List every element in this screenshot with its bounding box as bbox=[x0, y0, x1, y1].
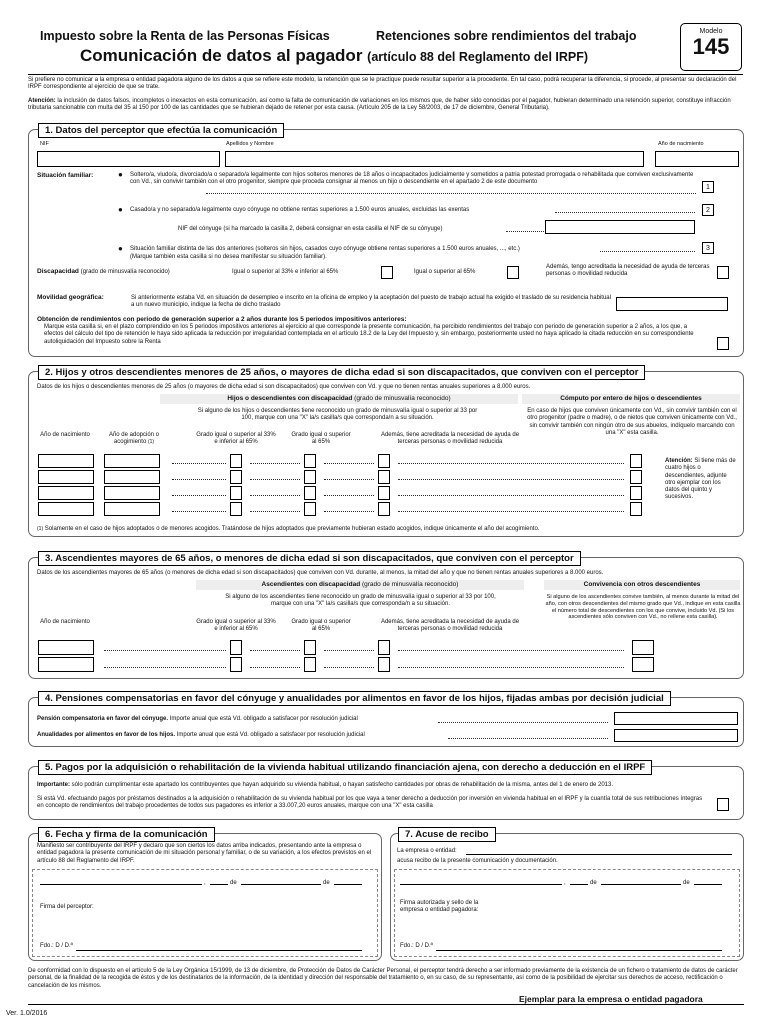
hijo-anio-input[interactable] bbox=[38, 502, 94, 516]
s6-comma: , bbox=[204, 880, 206, 886]
dots bbox=[324, 667, 374, 668]
s2-footnote: (1) Solamente en el caso de hijos adoptados o de menores acogidos. Tratándose de hijos adoptados que previamente hubieran estado acogidos, indique únicamente el año del acogimiento. bbox=[37, 526, 540, 532]
ascendiente-g3-checkbox[interactable] bbox=[378, 657, 390, 672]
section-4-title: 4. Pensiones compensatorias en favor del cónyuge y anualidades por alimentos en favor de los hijos, fijadas ambas por decisión judicial bbox=[38, 691, 671, 706]
disc-ayuda-label: Además, tengo acreditada la necesidad de ayuda de terceras personas o movilidad reducida bbox=[546, 264, 710, 278]
s7-comma: , bbox=[564, 880, 566, 886]
hijo-g3-checkbox[interactable] bbox=[378, 470, 390, 484]
dots bbox=[172, 495, 226, 496]
apellidos-input[interactable] bbox=[225, 151, 644, 167]
s3-col-g1: Grado igual o superior al 33% e inferior al 65% bbox=[196, 619, 276, 633]
bullet: ● bbox=[118, 170, 123, 179]
s6-fdo-line[interactable] bbox=[76, 950, 362, 951]
footer-legal-text: De conformidad con lo dispuesto en el artículo 5 de la Ley Orgánica 15/1999, de 13 de diciembre, de Protección de Datos de Carácter Personal, el perceptor tendrá derecho a ser informado previamente de la existencia de un fichero o tratamiento de datos de carácter personal, de la finalidad de la recogida de éstos y de los destinatarios de la información, de la identidad y dirección del responsable del tratamiento o, en su caso, de su representante, así como de la posibilidad de ejercitar sus derechos de acceso, rectificación o cancelación de los mismos. bbox=[28, 968, 738, 989]
s6-text: Manifiesto ser contribuyente del IRPF y declaro que son ciertos los datos arriba indicados, presentando ante la empresa o entidad pagadora la presente comunicación de mi situación personal y familiar, o de su variación, a los efectos previstos en el artículo 88 del Reglamento del IRPF. bbox=[37, 843, 372, 864]
disc-33-label: Igual o superior al 33% e inferior al 65% bbox=[232, 269, 339, 275]
dots bbox=[324, 479, 374, 480]
hijo-g2-checkbox[interactable] bbox=[304, 502, 316, 516]
s2-col-anio: Año de nacimiento bbox=[40, 432, 90, 438]
intro-text: Si prefiere no comunicar a la empresa o entidad pagadora alguno de los datos a que se refiere este modelo, la retención que se le practique puede resultar superior a la procedente. En tal caso, podrá recuperar la diferencia, si procede, al presentar su declaración del IRPF correspondiente al ejercicio de que se trate. bbox=[28, 77, 737, 91]
s7-dia-line[interactable] bbox=[570, 884, 588, 885]
s2-col-g2: Grado igual o superior al 65% bbox=[291, 432, 351, 446]
s7-fdo-label: Fdo.: D / D.ª bbox=[400, 943, 433, 949]
obtencion-checkbox[interactable] bbox=[717, 337, 729, 350]
s6-anio-line[interactable] bbox=[334, 884, 362, 885]
modelo-box bbox=[680, 23, 742, 71]
s7-de: de bbox=[683, 880, 690, 886]
section-3-title: 3. Ascendientes mayores de 65 años, o menores de dicha edad si son discapacitados, que conviven con el perceptor bbox=[38, 551, 581, 566]
hijo-g1-checkbox[interactable] bbox=[230, 454, 242, 468]
movilidad-text: Si anteriormente estaba Vd. en situación de desempleo e inscrito en la oficina de empleo y la aceptación del puesto de trabajo actual ha exigido el traslado de su residencia habitual a un nuevo municipio, indique la fecha de dicho traslado bbox=[131, 295, 611, 309]
dots bbox=[172, 463, 226, 464]
dots bbox=[448, 738, 608, 739]
s7-empresa-line[interactable] bbox=[466, 854, 732, 855]
dots bbox=[324, 650, 374, 651]
dots bbox=[324, 463, 374, 464]
dots bbox=[438, 722, 608, 723]
s7-firma-label: Firma autorizada y sello de la empresa o entidad pagadora: bbox=[400, 900, 479, 914]
situacion-opt3b-text: (Marque también esta casilla si no desea manifestar su situación familiar). bbox=[130, 254, 327, 260]
dots bbox=[398, 479, 624, 480]
section-7-title: 7. Acuse de recibo bbox=[398, 827, 496, 842]
header-rule bbox=[28, 74, 743, 75]
discapacidad-label: Discapacidad (grado de minusvalía reconocido) bbox=[37, 268, 170, 275]
ascendiente-g3-checkbox[interactable] bbox=[378, 640, 390, 655]
dots bbox=[324, 511, 374, 512]
dots bbox=[172, 511, 226, 512]
dots bbox=[398, 511, 624, 512]
hijo-g1-checkbox[interactable] bbox=[230, 486, 242, 500]
dots bbox=[506, 231, 546, 232]
footer-ejemplar: Ejemplar para la empresa o entidad pagadora bbox=[519, 994, 703, 1004]
s3-disc-note: Si alguno de los ascendientes tiene reconocido un grado de minusvalía igual o superior al 33 por 100, marque con una "X" la/s casilla/s que corresponda/n a su situación. bbox=[225, 594, 496, 608]
s3-conv-note: Si alguno de los ascendientes convive también, al menos durante la mitad del año, con otros descendientes del mismo grado que Vd., indique en esta casilla el número total de descendientes con los que convive, incluido Vd. (Si los ascendientes sólo conviven con Vd., no rellene esta casilla). bbox=[545, 594, 741, 621]
hijo-g1-checkbox[interactable] bbox=[230, 502, 242, 516]
dots bbox=[250, 479, 300, 480]
dots bbox=[324, 495, 374, 496]
dots bbox=[206, 193, 696, 194]
vivienda-checkbox[interactable] bbox=[717, 798, 729, 811]
ascendiente-anio-input[interactable] bbox=[38, 640, 94, 655]
situacion-opt2-text: Casado/a y no separado/a legalmente cuyo cónyuge no obtiene rentas superiores a 1.500 euros anuales, excluidas las exentas bbox=[130, 207, 470, 213]
hijo-g3-checkbox[interactable] bbox=[378, 502, 390, 516]
ascendiente-g2-checkbox[interactable] bbox=[304, 640, 316, 655]
ascendiente-g1-checkbox[interactable] bbox=[230, 640, 242, 655]
s7-acusa: acusa recibo de la presente comunicación y documentación. bbox=[397, 858, 558, 864]
modelo-number: 145 bbox=[692, 34, 730, 59]
dots bbox=[250, 650, 300, 651]
s4-pension-label: Pensión compensatoria en favor del cónyuge. Importe anual que está Vd. obligado a satisfacer por resolución judicial bbox=[37, 716, 358, 722]
disc-ayuda-checkbox[interactable] bbox=[717, 266, 729, 279]
hijo-adopcion-input[interactable] bbox=[104, 454, 160, 468]
obtencion-text: Marque esta casilla si, en el plazo comprendido en los 5 periodos impositivos anteriores al ejercicio al que corresponde la presente comunicación, ha percibido rendimientos del trabajo con periodo de generación superior a 2 años, a los que, a efectos del cálculo del tipo de retención le haya sido aplicada la reducción por irregularidad contemplada en el artículo 18.2 de la Ley del Impuesto y, sin embargo, posteriormente usted no haya aplicado la citada reducción en su correspondiente autoliquidación del Impuesto sobre la Renta bbox=[44, 324, 694, 345]
version-label: Ver. 1.0/2016 bbox=[6, 1010, 48, 1017]
s5-importante: Importante: sólo podrán cumplimentar este apartado los contribuyentes que hayan adquirido su vivienda habitual, o hayan satisfecho cantidades por obras de rehabilitación de la misma, antes del 1 de enero de 2013. bbox=[37, 782, 614, 788]
s3-conv-header: Convivencia con otros descendientes bbox=[583, 581, 701, 588]
situacion-box-2[interactable]: 2 bbox=[702, 204, 714, 216]
ascendiente-g1-checkbox[interactable] bbox=[230, 657, 242, 672]
s4-anualidades-label: Anualidades por alimentos en favor de los hijos. Importe anual que está Vd. obligado a satisfacer por resolución judicial bbox=[37, 732, 365, 738]
s2-disc-note: Si alguno de los hijos o descendientes tiene reconocido un grado de minusvalía igual o superior al 33 por 100, marque con una "X" la/s casilla/s que corresponda/n a su situación. bbox=[197, 408, 478, 422]
hijo-g2-checkbox[interactable] bbox=[304, 470, 316, 484]
ascendiente-convivencia-input[interactable] bbox=[632, 640, 654, 655]
s3-disc-header: Ascendientes con discapacidad (grado de minusvalía reconocido) bbox=[261, 581, 459, 588]
nif-label: NIF bbox=[40, 141, 49, 147]
anualidades-importe-input[interactable] bbox=[614, 729, 738, 742]
s2-atencion: Atención: Si tiene más de cuatro hijos o descendientes, adjunte otro ejemplar con los datos del quinto y sucesivos. bbox=[665, 458, 736, 501]
hijo-g2-checkbox[interactable] bbox=[304, 454, 316, 468]
s3-col-anio: Año de nacimiento bbox=[40, 619, 90, 625]
bullet: ● bbox=[118, 205, 123, 214]
s6-fdo-label: Fdo.: D / D.ª bbox=[40, 943, 73, 949]
section-1-title: 1. Datos del perceptor que efectúa la comunicación bbox=[38, 123, 284, 138]
dots bbox=[398, 495, 624, 496]
header-tax-name: Impuesto sobre la Renta de las Personas Físicas bbox=[40, 29, 330, 43]
dots bbox=[104, 667, 226, 668]
hijo-entero-checkbox[interactable] bbox=[630, 470, 642, 484]
dots bbox=[250, 667, 300, 668]
pension-importe-input[interactable] bbox=[614, 712, 738, 725]
hijo-anio-input[interactable] bbox=[38, 470, 94, 484]
hijo-entero-checkbox[interactable] bbox=[630, 454, 642, 468]
s2-intro: Datos de los hijos o descendientes menores de 25 años (o mayores de dicha edad si son discapacitados) que conviven con Vd. y que no tienen rentas anuales superiores a 8.000 euros. bbox=[37, 384, 531, 390]
movilidad-fecha-input[interactable] bbox=[616, 297, 728, 311]
ascendiente-anio-input[interactable] bbox=[38, 657, 94, 672]
page-title: Comunicación de datos al pagador (artículo 88 del Reglamento del IRPF) bbox=[80, 46, 589, 65]
dots bbox=[250, 495, 300, 496]
anio-nacimiento-label: Año de nacimiento bbox=[658, 141, 704, 147]
s6-lugar-line[interactable] bbox=[40, 884, 202, 885]
s2-disc-header: Hijos o descendientes con discapacidad (grado de minusvalía reconocido) bbox=[227, 395, 451, 402]
hijo-g3-checkbox[interactable] bbox=[378, 454, 390, 468]
hijo-entero-checkbox[interactable] bbox=[630, 502, 642, 516]
dots bbox=[600, 251, 695, 252]
dots bbox=[172, 479, 226, 480]
s7-mes-line[interactable] bbox=[601, 884, 681, 885]
situacion-opt1-text: Soltero/a, viudo/a, divorciado/a o separado/a legalmente con hijos solteros menores de 18 años o incapacitados judicialmente y sometidos a patria potestad prorrogada o rehabilitada que conviven exclusivamente con Vd., sin convivir también con el otro progenitor, siempre que proceda consignar al menos un hijo o descendiente en el apartado 2 de este documento bbox=[130, 172, 694, 186]
bullet: ● bbox=[118, 244, 123, 253]
s2-col-adop: Año de adopción o acogimiento (1) bbox=[108, 432, 160, 446]
s7-de: de bbox=[590, 880, 597, 886]
modelo-label: Modelo bbox=[699, 28, 723, 35]
apellidos-label: Apellidos y Nombre bbox=[226, 141, 274, 147]
ascendiente-convivencia-input[interactable] bbox=[632, 657, 654, 672]
hijo-adopcion-input[interactable] bbox=[104, 470, 160, 484]
ascendiente-g2-checkbox[interactable] bbox=[304, 657, 316, 672]
dots bbox=[398, 650, 624, 651]
hijo-g1-checkbox[interactable] bbox=[230, 470, 242, 484]
s3-col-g2: Grado igual o superior al 65% bbox=[291, 619, 351, 633]
s2-col-g1: Grado igual o superior al 33% e inferior al 65% bbox=[196, 432, 276, 446]
s5-text: Si está Vd. efectuando pagos por préstamos destinados a la adquisición o rehabilitación de su vivienda habitual por los que vaya a tener derecho a deducción por inversión en vivienda habitual en el IRPF y la cuantía total de sus retribuciones íntegras en concepto de rendimientos del trabajo procedentes de todos sus pagadores es inferior a 33.007,20 euros anuales, marque con una "X" esta casilla bbox=[37, 796, 703, 810]
s7-fdo-line[interactable] bbox=[436, 950, 722, 951]
hijo-entero-checkbox[interactable] bbox=[630, 486, 642, 500]
s6-mes-line[interactable] bbox=[241, 884, 321, 885]
s6-de: de bbox=[323, 880, 330, 886]
disc-33-checkbox[interactable] bbox=[381, 266, 393, 279]
disc-65-label: Igual o superior al 65% bbox=[414, 269, 476, 275]
disc-65-checkbox[interactable] bbox=[507, 266, 519, 279]
nif-input[interactable] bbox=[37, 151, 220, 167]
obtencion-title: Obtención de rendimientos con periodo de generación superior a 2 años durante los 5 periodos impositivos anteriores: bbox=[37, 316, 407, 323]
section-5-title: 5. Pagos por la adquisición o rehabilitación de la vivienda habitual utilizando financiación ajena, con derecho a deducción en el IRPF bbox=[38, 760, 652, 775]
s7-empresa-label: La empresa o entidad: bbox=[397, 848, 457, 854]
hijo-anio-input[interactable] bbox=[38, 486, 94, 500]
s6-dia-line[interactable] bbox=[210, 884, 228, 885]
s2-comp-header: Cómputo por entero de hijos o descendientes bbox=[560, 395, 702, 402]
hijo-anio-input[interactable] bbox=[38, 454, 94, 468]
hijo-g3-checkbox[interactable] bbox=[378, 486, 390, 500]
nif-conyuge-input[interactable] bbox=[545, 220, 695, 234]
hijo-adopcion-input[interactable] bbox=[104, 486, 160, 500]
hijo-g2-checkbox[interactable] bbox=[304, 486, 316, 500]
header-retenciones: Retenciones sobre rendimientos del trabajo bbox=[376, 29, 637, 43]
s7-anio-line[interactable] bbox=[694, 884, 722, 885]
s3-col-g3: Además, tiene acreditada la necesidad de ayuda de terceras personas o movilidad reducida bbox=[380, 619, 520, 633]
s2-comp-note: En caso de hijos que conviven únicamente con Vd., sin convivir también con el otro progenitor (padre o madre), o de nietos que conviven únicamente con Vd., sin convivir también con ningún otro de sus abuelos, indíquelo marcando con una "X" esta casilla. bbox=[527, 408, 737, 436]
situacion-box-1[interactable]: 1 bbox=[702, 181, 714, 193]
dots bbox=[250, 463, 300, 464]
intro-warning: Atención: la inclusión de datos falsos, incompletos o inexactos en esta comunicación, así como la falta de comunicación de variaciones en los mismos que, de haber sido conocidas por el pagador, hubieran determinado una retención superior, constituye infracción tributaria sancionable con multa del 35 al 150 por 100 de las cantidades que se hubieran dejado de retener por esta causa. (Artículo 205 de la Ley 58/2003, de 17 de diciembre, General Tributaria). bbox=[28, 98, 731, 112]
movilidad-label: Movilidad geográfica: bbox=[37, 294, 104, 301]
s2-col-g3: Además, tiene acreditada la necesidad de ayuda de terceras personas o movilidad reducida bbox=[380, 432, 520, 446]
footer-rule bbox=[28, 1004, 744, 1005]
hijo-adopcion-input[interactable] bbox=[104, 502, 160, 516]
section-2-title: 2. Hijos y otros descendientes menores de 25 años, o mayores de dicha edad si son discapacitados, que conviven con el perceptor bbox=[38, 365, 645, 380]
dots bbox=[104, 650, 226, 651]
dots bbox=[398, 463, 624, 464]
dots bbox=[555, 212, 695, 213]
situacion-opt3-text: Situación familiar distinta de las dos anteriores (solteros sin hijos, casados cuyo cónyuge obtiene rentas superiores a 1.500 euros anuales, ..., etc.) bbox=[130, 246, 520, 252]
s7-lugar-line[interactable] bbox=[400, 884, 562, 885]
situacion-familiar-label: Situación familiar: bbox=[37, 172, 94, 179]
nif-conyuge-label: NIF del cónyuge (si ha marcado la casilla 2, deberá consignar en esta casilla el NIF de su cónyuge) bbox=[178, 226, 443, 232]
section-6-title: 6. Fecha y firma de la comunicación bbox=[38, 827, 215, 842]
situacion-box-3[interactable]: 3 bbox=[702, 242, 714, 254]
s6-firma-label: Firma del perceptor: bbox=[40, 904, 94, 910]
dots bbox=[250, 511, 300, 512]
s6-de: de bbox=[230, 880, 237, 886]
s3-intro: Datos de los ascendientes mayores de 65 años (o menores de dicha edad si son discapacitados) que conviven con Vd. durante, al menos, la mitad del año y que no tienen rentas anuales superiores a 8.000 euros. bbox=[37, 570, 604, 576]
dots bbox=[398, 667, 624, 668]
anio-nacimiento-input[interactable] bbox=[655, 151, 739, 167]
